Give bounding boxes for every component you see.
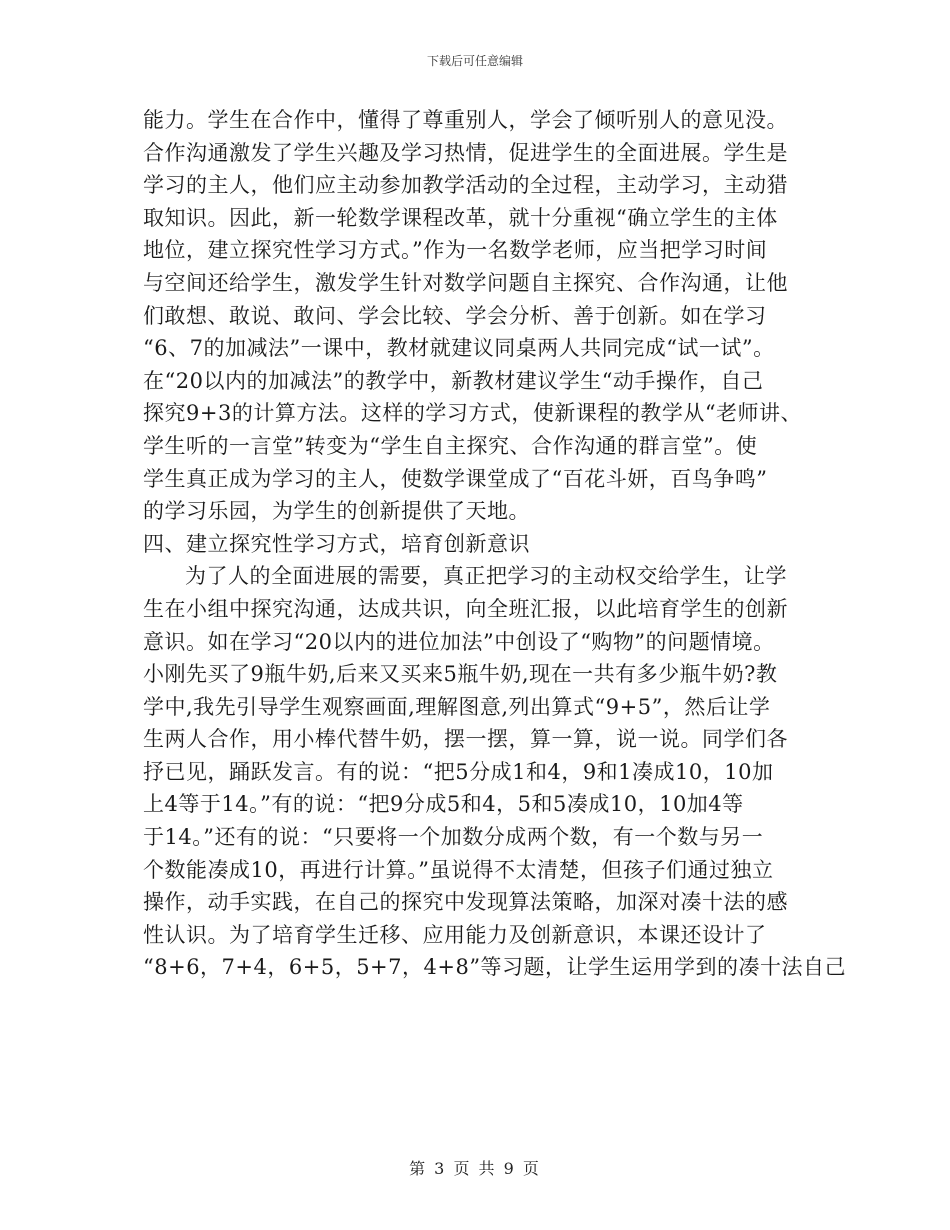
text-line: 与空间还给学生，激发学生针对数学问题自主探究、合作沟通，让他 [143,270,788,295]
page-header: 下载后可任意编辑 [426,54,523,68]
text-line: “8+6，7+4，6+5，5+7，4+8”等习题，让学生运用学到的凑十法自己 [143,955,847,980]
text-line: 学中,我先引导学生观察画面,理解图意,列出算式“9+5”，然后让学 [143,694,771,719]
text-line: 生两人合作，用小棒代替牛奶，摆一摆，算一算，说一说。同学们各 [143,727,788,752]
text-line: 地位，建立探究性学习方式。”作为一名数学老师，应当把学习时间 [143,238,768,263]
text-line: 上4等于14。”有的说：“把9分成5和4，5和5凑成10，10加4等 [143,792,744,817]
text-line: 为了人的全面进展的需要，真正把学习的主动权交给学生，让学 [185,564,787,589]
text-line: 取知识。因此，新一轮数学课程改革，就十分重视“确立学生的主体 [143,205,778,230]
text-line: 操作，动手实践，在自己的探究中发现算法策略，加深对凑十法的感 [143,890,788,915]
text-line: 学生真正成为学习的主人，使数学课堂成了“百花斗妍，百鸟争鸣” [143,466,768,491]
page-number-footer: 第 3 页 共 9 页 [409,1159,541,1178]
text-line: 生在小组中探究沟通，达成共识，向全班汇报，以此培育学生的创新 [143,596,788,621]
text-line: 们敢想、敢说、敢问、学会比较、学会分析、善于创新。如在学习 [143,303,767,328]
text-line: 学生听的一言堂”转变为“学生自主探究、合作沟通的群言堂”。使 [143,433,758,458]
text-line: 学习的主人，他们应主动参加教学活动的全过程，主动学习，主动猎 [143,173,788,198]
text-line: “6、7的加减法”一课中，教材就建议同桌两人共同完成“试一试”。 [143,336,775,361]
text-line: 意识。如在学习“20以内的进位加法”中创设了“购物”的问题情境。 [143,629,775,654]
text-line: 于14。”还有的说：“只要将一个加数分成两个数，有一个数与另一 [143,825,764,850]
document-body [143,104,847,984]
text-line: 探究9+3的计算方法。这样的学习方式，使新课程的教学从“老师讲、 [143,401,803,426]
text-line: 在“20以内的加减法”的教学中，新教材建议学生“动手操作，自己 [143,368,764,393]
text-line: 个数能凑成10，再进行计算。”虽说得不太清楚，但孩子们通过独立 [143,857,774,882]
text-line: 能力。学生在合作中，懂得了尊重别人，学会了倾听别人的意见没。 [143,108,788,132]
text-line: 性认识。为了培育学生迁移、应用能力及创新意识，本课还设计了 [143,922,767,947]
text-line: 合作沟通激发了学生兴趣及学习热情，促进学生的全面进展。学生是 [143,140,788,165]
text-line: 小刚先买了9瓶牛奶,后来又买来5瓶牛奶,现在一共有多少瓶牛奶?教 [143,662,778,687]
text-line: 的学习乐园，为学生的创新提供了天地。 [143,499,530,524]
section-heading: 四、建立探究性学习方式，培育创新意识 [143,531,530,556]
text-line: 抒已见，踊跃发言。有的说：“把5分成1和4，9和1凑成10，10加 [143,759,774,784]
